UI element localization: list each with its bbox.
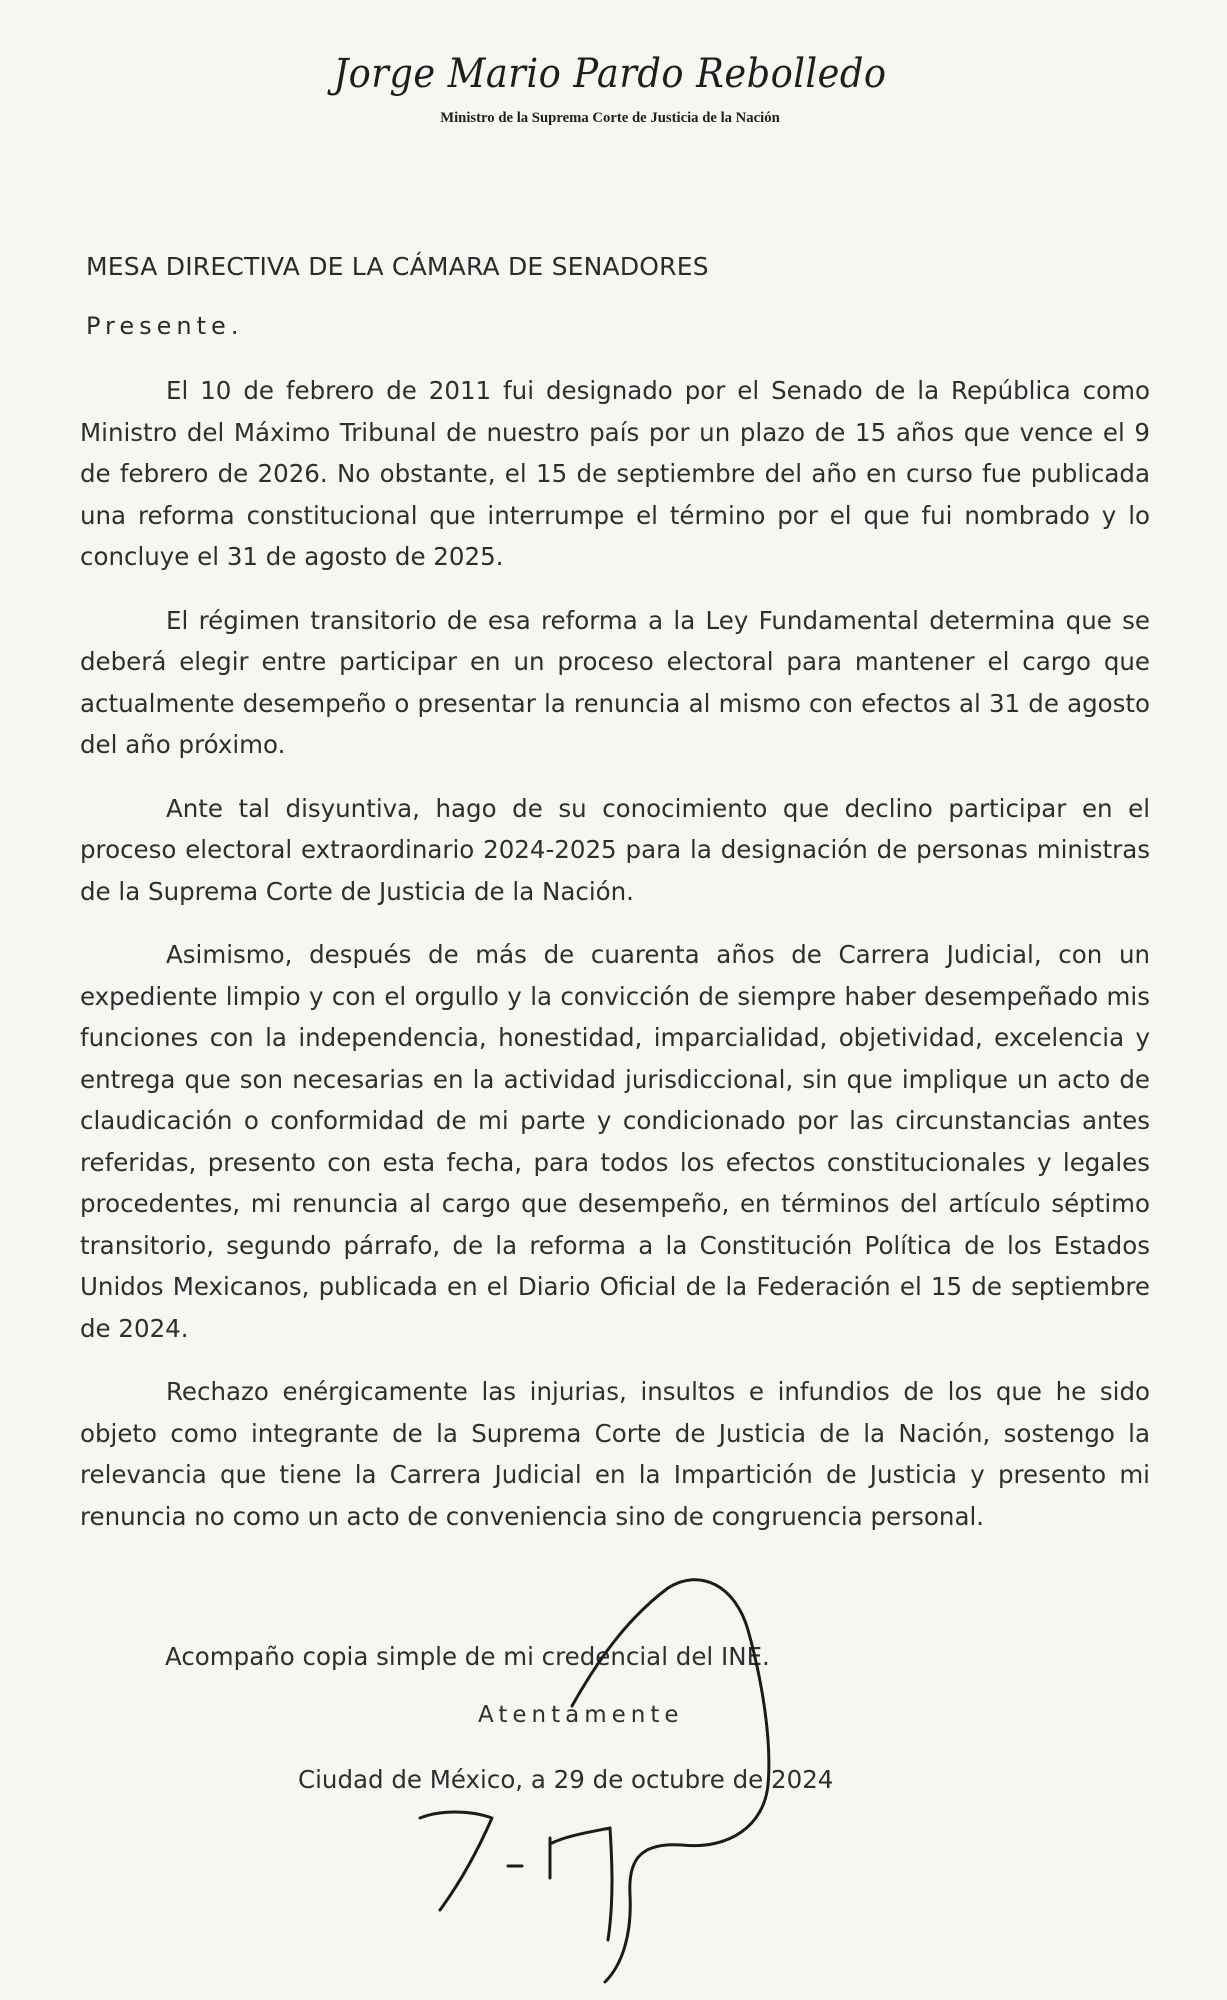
place-date: Ciudad de México, a 29 de octubre de 2024 bbox=[298, 1765, 834, 1794]
recipient: MESA DIRECTIVA DE LA CÁMARA DE SENADORES bbox=[86, 252, 709, 281]
salutation: Presente. bbox=[86, 312, 244, 340]
letterhead bbox=[300, 52, 920, 127]
letterhead-title: Ministro de la Suprema Corte de Justicia de la Nación bbox=[440, 110, 780, 126]
attachment-note: Acompaño copia simple de mi credencial del INE. bbox=[165, 1642, 770, 1671]
paragraph: Rechazo enérgicamente las injurias, insultos e infundios de los que he sido objeto como integrante de la Suprema Corte de Justicia de la Nación, sostengo la relevancia que tiene la Carrera Judicial en la Impartición de Justicia y presento mi renuncia no como un acto de conveniencia sino de congruencia personal. bbox=[80, 1377, 1150, 1531]
handwritten-signature bbox=[400, 1560, 920, 1990]
paragraph: El 10 de febrero de 2011 fui designado por el Senado de la República como Ministro del Máximo Tribunal de nuestro país por un plazo de 15 años que vence el 9 de febrero de 2026. No obstante, el 15 de septiembre del año en curso fue publicada una reforma constitucional que interrumpe el término por el que fui nombrado y lo concluye el 31 de agosto de 2025. bbox=[80, 376, 1150, 571]
paragraph: El régimen transitorio de esa reforma a la Ley Fundamental determina que se deberá elegir entre participar en un proceso electoral para mantener el cargo que actualmente desempeño o presentar la renuncia al mismo con efectos al 31 de agosto del año próximo. bbox=[80, 605, 1150, 759]
letterhead-name: Jorge Mario Pardo Rebolledo bbox=[333, 51, 887, 97]
paragraph: Ante tal disyuntiva, hago de su conocimiento que declino participar en el proceso electoral extraordinario 2024-2025 para la designación de personas ministras de la Suprema Corte de Justicia de la Nación. bbox=[80, 793, 1150, 906]
letter-body bbox=[80, 370, 1150, 1557]
closing: Atentamente bbox=[478, 1702, 684, 1728]
paragraph: Asimismo, después de más de cuarenta años de Carrera Judicial, con un expediente limpio y con el orgullo y la convicción de siempre haber desempeñado mis funciones con la independencia, honestidad, imparcialidad, objetividad, excelencia y entrega que son necesarias en la actividad jurisdiccional, sin que implique un acto de claudicación o conformidad de mi parte y condicionado por las circunstancias antes referidas, presento con esta fecha, para todos los efectos constitucionales y legales procedentes, mi renuncia al cargo que desempeño, en términos del artículo séptimo transitorio, segundo párrafo, de la reforma a la Constitución Política de los Estados Unidos Mexicanos, publicada en el Diario Oficial de la Federación el 15 de septiembre de 2024. bbox=[80, 940, 1150, 1343]
